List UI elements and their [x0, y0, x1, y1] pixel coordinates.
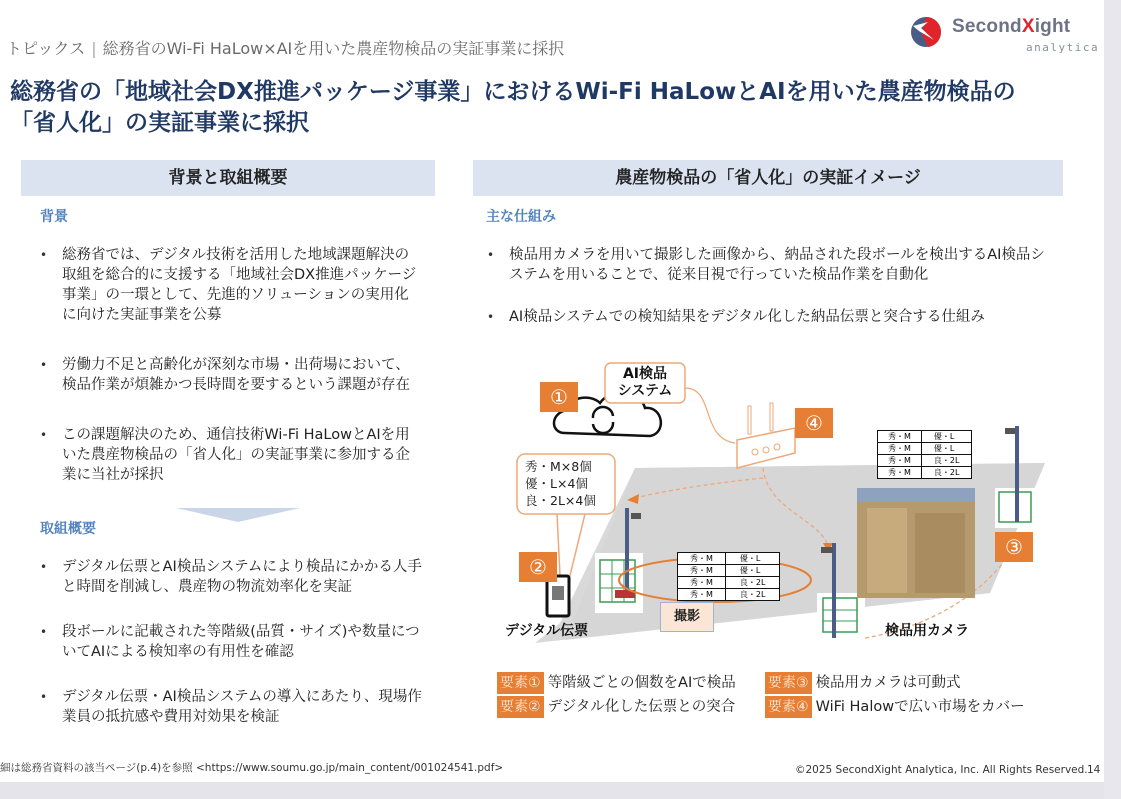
logo-name: SecondXight [952, 16, 1071, 37]
topic-breadcrumb [6, 36, 564, 59]
copyright: ©2025 SecondXight Analytica, Inc. All Rights Reserved. [795, 764, 1088, 776]
list-item: • デジタル伝票とAI検品システムにより検品にかかる人手と時間を削減し、農産物の物流効率化を実証 [38, 557, 423, 597]
topic-text: 総務省のWi-Fi HaLow×AIを用いた農産物検品の実証事業に採択 [102, 39, 565, 58]
background-heading: 背景 [40, 209, 68, 225]
box-stack-far: 秀・M 優・L 秀・M 優・L 秀・M 良・2L 秀・M 良・2L [877, 430, 972, 479]
slip-contents: 秀・M×8個 優・L×4個 良・2L×4個 [525, 459, 596, 508]
viewer-bottom-bar [0, 782, 1104, 799]
page-number: 14 [1087, 764, 1101, 776]
legend-item-3: 要素③ 検品用カメラは可動式 [765, 672, 961, 694]
legend-item-2: 要素② デジタル化した伝票との突合 [497, 696, 735, 718]
logo-sub: analytica [1026, 41, 1100, 54]
capture-label: 撮影 [660, 602, 714, 632]
right-section-header: 農産物検品の「省人化」の実証イメージ [473, 160, 1063, 196]
left-section-header: 背景と取組概要 [21, 160, 435, 196]
digital-slip-label: デジタル伝票 [505, 623, 589, 639]
mechanism-heading: 主な仕組み [486, 209, 556, 225]
background-bullets [38, 245, 423, 485]
ai-system-label: AI検品 システム [617, 366, 673, 399]
camera-label: 検品用カメラ [885, 623, 969, 639]
list-item: • 検品用カメラを用いて撮影した画像から、納品された段ボールを検出するAI検品システムを用いることで、従来目視で行っていた検品作業を自動化 [485, 245, 1045, 285]
list-item: • 総務省では、デジタル技術を活用した地域課題解決の取組を総合的に支援する「地域社会DX推進パッケージ事業」の一環として、先進的ソリューションの実用化に向けた実証事業を公募 [38, 245, 423, 325]
list-item: • この課題解決のため、通信技術Wi-Fi HaLowとAIを用いた農産物検品の「省人化」の実証事業に参加する企業に当社が採択 [38, 425, 423, 485]
arrow-down-icon [176, 508, 300, 522]
mechanism-bullets [485, 245, 1045, 327]
company-logo [908, 14, 1100, 58]
list-item: • AI検品システムでの検知結果をデジタル化した納品伝票と突合する仕組み [485, 307, 1045, 327]
inspection-diagram [505, 358, 1065, 658]
badge-4: ④ [795, 408, 833, 438]
badge-1: ① [540, 382, 578, 412]
topic-label: トピックス [6, 39, 86, 58]
list-item: • デジタル伝票・AI検品システムの導入にあたり、現場作業員の抵抗感や費用対効果を検証 [38, 687, 423, 727]
page-title: 総務省の「地域社会DX推進パッケージ事業」におけるWi-Fi HaLowとAIを用いた農産物検品の 「省人化」の実証事業に採択 [10, 79, 1016, 136]
list-item: • 段ボールに記載された等階級(品質・サイズ)や数量についてAIによる検知率の有用性を確認 [38, 622, 423, 662]
box-stack-near: 秀・M 優・L 秀・M 優・L 秀・M 良・2L 秀・M 良・2L [677, 552, 780, 601]
list-item: • 労働力不足と高齢化が深刻な市場・出荷場において、検品作業が煩雑かつ長時間を要するという課題が存在 [38, 355, 423, 395]
badge-2: ② [519, 552, 557, 582]
source-footnote: 細は総務省資料の該当ページ(p.4)を参照 <https://www.soumu.go.jp/main_content/001024541.pdf> [0, 762, 504, 774]
badge-3: ③ [995, 532, 1033, 562]
topic-separator: | [91, 39, 97, 58]
legend-item-1: 要素① 等階級ごとの個数をAIで検品 [497, 672, 736, 694]
legend-item-4: 要素④ WiFi Halowで広い市場をカバー [765, 696, 1025, 718]
logo-mark-icon [908, 14, 944, 50]
overview-heading: 取組概要 [40, 521, 96, 537]
viewer-side-panel [1104, 0, 1121, 799]
overview-bullets [38, 557, 423, 727]
